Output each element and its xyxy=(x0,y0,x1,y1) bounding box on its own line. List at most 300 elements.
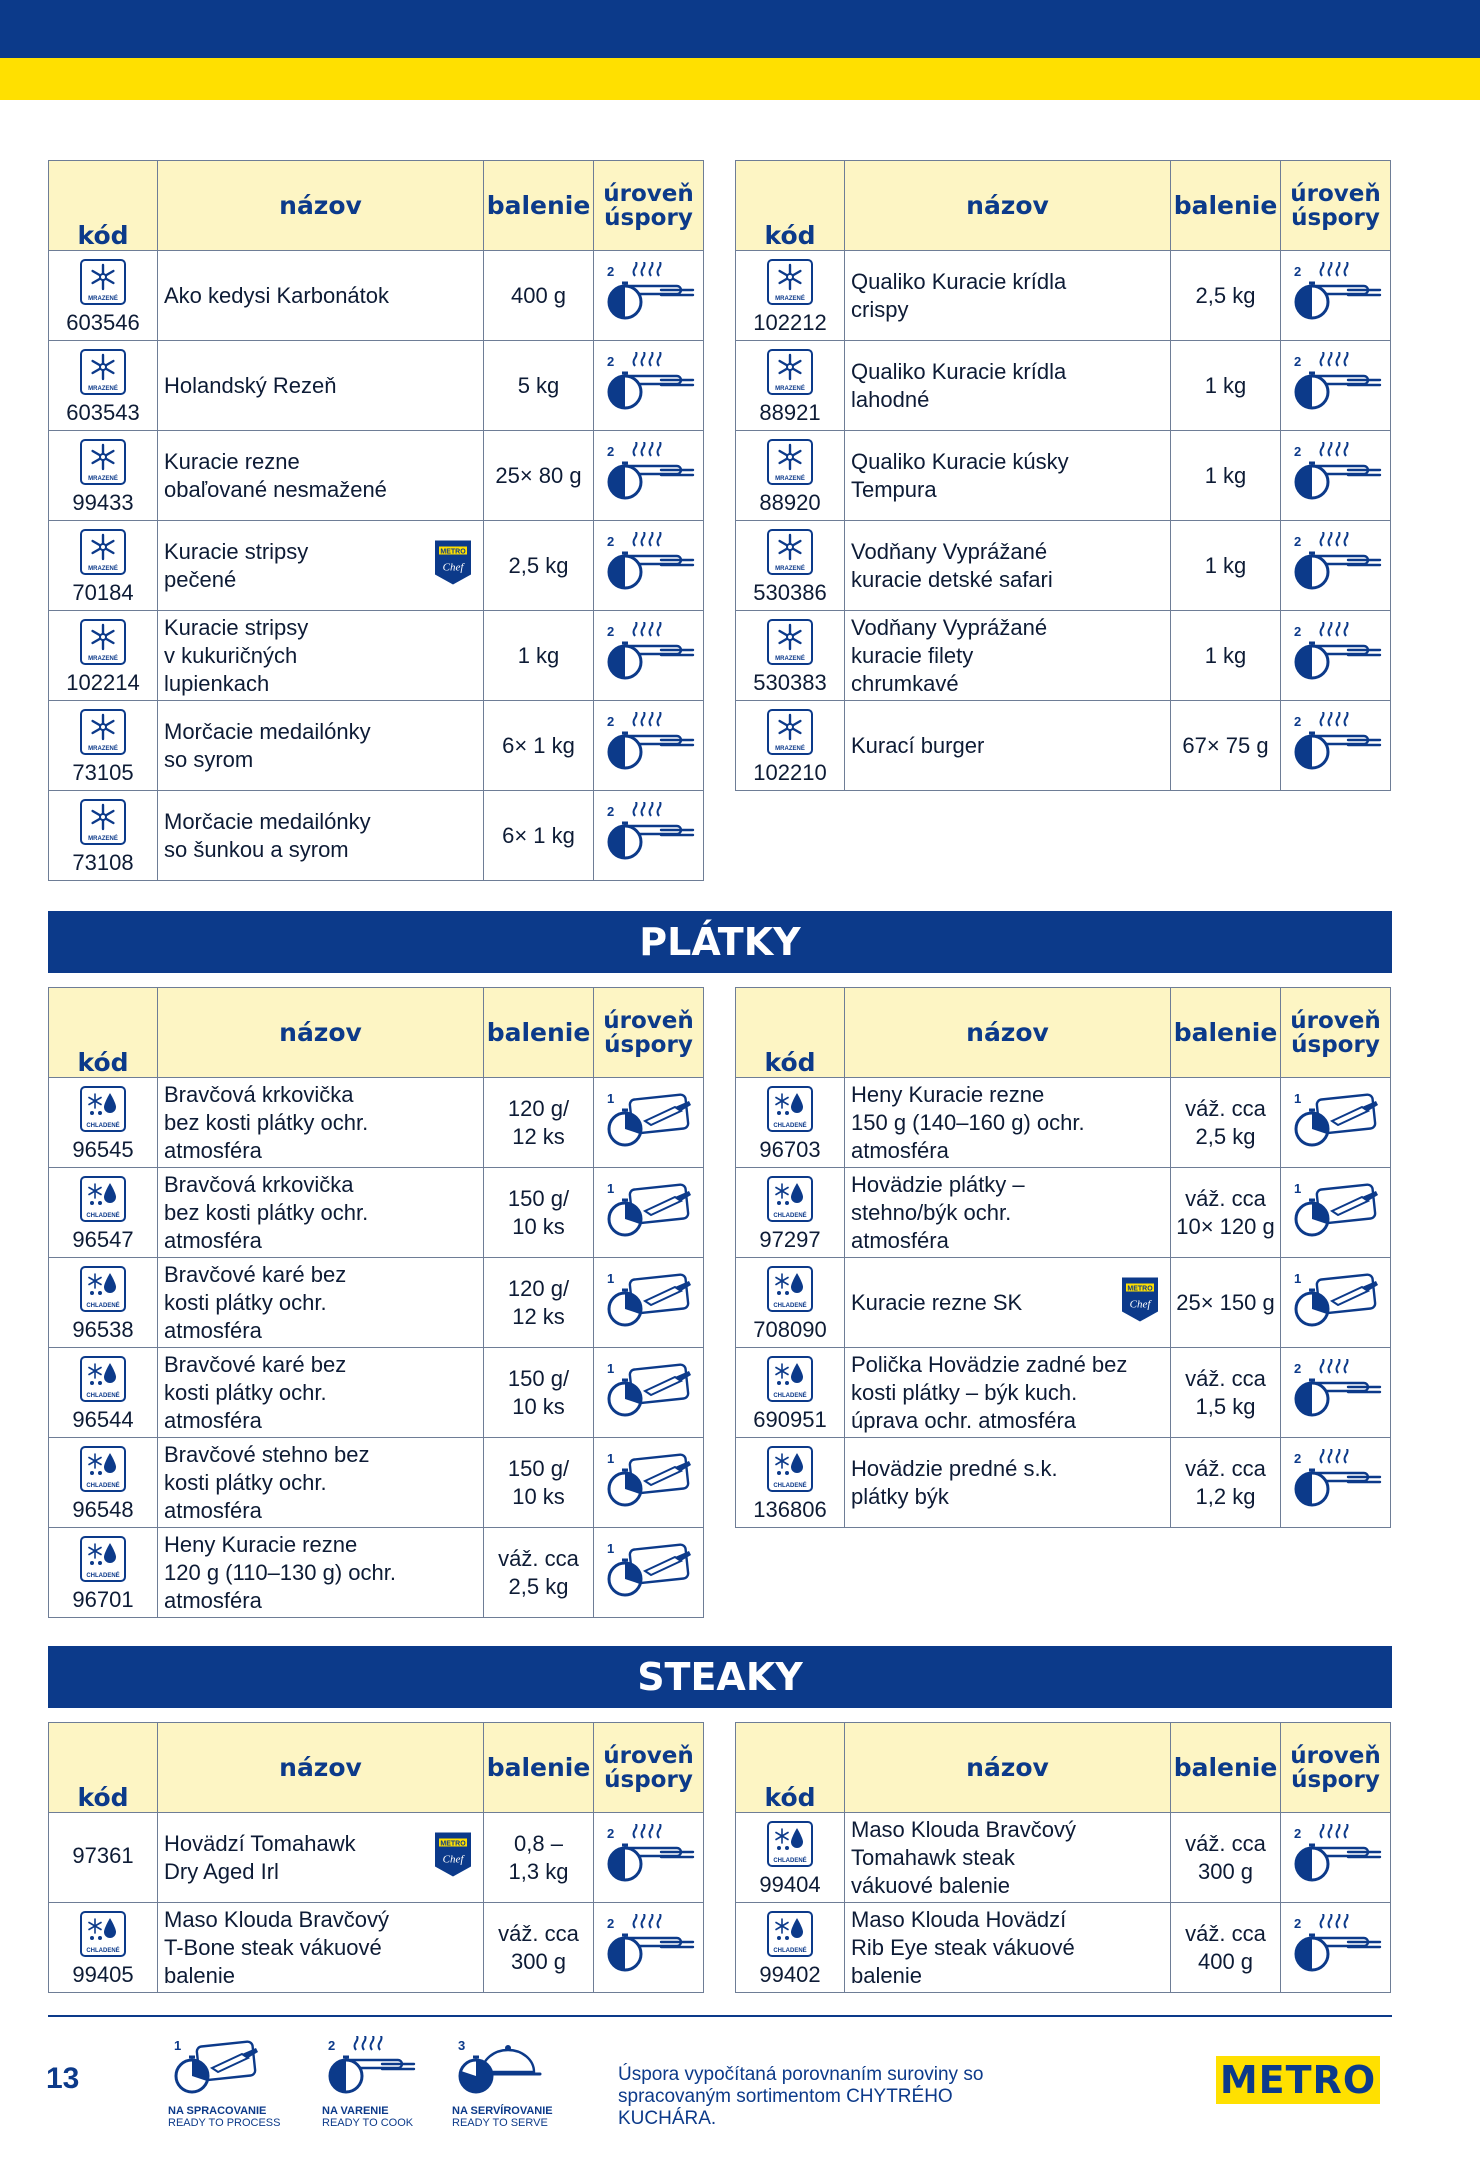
svg-text:CHLADENÉ: CHLADENÉ xyxy=(86,1303,120,1309)
product-pack: 6× 1 kg xyxy=(484,701,594,791)
product-code-cell xyxy=(49,791,158,881)
product-pack: 400 g xyxy=(484,251,594,341)
header-code: kód xyxy=(736,1723,845,1813)
savings-level-cell xyxy=(594,1168,704,1258)
table-row xyxy=(49,1903,704,1993)
products-table-4 xyxy=(735,987,1391,1528)
product-code: 96545 xyxy=(72,1137,134,1162)
legend-sublabel: READY TO SERVE xyxy=(452,2117,548,2129)
header-name: názov xyxy=(845,161,1171,251)
svg-text:MRAZENÉ: MRAZENÉ xyxy=(775,566,805,572)
savings-level-cell xyxy=(594,1903,704,1993)
table-row xyxy=(736,1168,1391,1258)
legend-cook-icon xyxy=(322,2038,418,2102)
svg-text:2: 2 xyxy=(1293,534,1301,549)
ready-to-process-icon xyxy=(601,1361,697,1425)
product-name: Hovädzie plátky – stehno/býk ochr. atmosféra xyxy=(851,1171,1025,1253)
product-name-cell xyxy=(845,521,1171,611)
product-name-cell xyxy=(845,701,1171,791)
product-pack: 120 g/ 12 ks xyxy=(484,1078,594,1168)
product-code: 88920 xyxy=(759,490,821,515)
product-code-cell xyxy=(49,521,158,611)
table-row xyxy=(49,701,704,791)
product-pack: 120 g/ 12 ks xyxy=(484,1258,594,1348)
product-pack: váž. cca 2,5 kg xyxy=(1171,1078,1281,1168)
product-name-cell xyxy=(158,431,484,521)
product-pack: 25× 80 g xyxy=(484,431,594,521)
product-code-cell xyxy=(736,1078,845,1168)
product-pack: 1 kg xyxy=(1171,611,1281,701)
svg-text:MRAZENÉ: MRAZENÉ xyxy=(88,296,118,302)
table-row xyxy=(49,1078,704,1168)
savings-level-cell xyxy=(1281,251,1391,341)
frozen-icon xyxy=(49,619,157,670)
svg-text:2: 2 xyxy=(606,1916,614,1931)
product-name: Qualiko Kuracie kúsky Tempura xyxy=(851,448,1069,502)
product-pack: váž. cca 400 g xyxy=(1171,1903,1281,1993)
product-pack: váž. cca 1,2 kg xyxy=(1171,1438,1281,1528)
product-pack: 2,5 kg xyxy=(1171,251,1281,341)
product-pack: 6× 1 kg xyxy=(484,791,594,881)
product-pack: 1 kg xyxy=(484,611,594,701)
product-pack: 67× 75 g xyxy=(1171,701,1281,791)
savings-level-cell xyxy=(1281,1813,1391,1903)
header-pack: balenie xyxy=(484,988,594,1078)
svg-text:Chef: Chef xyxy=(442,561,464,573)
product-name-cell xyxy=(845,1438,1171,1528)
table-row xyxy=(49,521,704,611)
product-code: 96703 xyxy=(759,1137,821,1162)
frozen-icon xyxy=(736,619,844,670)
product-code: 73108 xyxy=(72,850,134,875)
product-name: Bravčová krkovička bez kosti plátky ochr. atmosféra xyxy=(164,1081,369,1163)
header-code: kód xyxy=(49,161,158,251)
product-name: Kurací burger xyxy=(851,732,985,758)
svg-text:CHLADENÉ: CHLADENÉ xyxy=(86,1948,120,1954)
svg-text:2: 2 xyxy=(1293,444,1301,459)
legend-serve-icon xyxy=(452,2038,548,2102)
chilled-icon xyxy=(736,1266,844,1317)
product-name-cell xyxy=(158,1813,484,1903)
legend-process-icon xyxy=(168,2038,264,2102)
product-name: Polička Hovädzie zadné bez kosti plátky – býk kuch. úprava ochr. atmosféra xyxy=(851,1351,1128,1433)
savings-level-cell xyxy=(1281,1078,1391,1168)
product-code-cell xyxy=(49,1528,158,1618)
product-name: Kuracie rezne SK xyxy=(851,1289,1023,1315)
product-name: Heny Kuracie rezne 150 g (140–160 g) ochr. atmosféra xyxy=(851,1081,1085,1163)
product-name-cell xyxy=(845,1258,1171,1348)
footer-divider xyxy=(48,2015,1392,2017)
svg-text:2: 2 xyxy=(606,804,614,819)
svg-text:MRAZENÉ: MRAZENÉ xyxy=(775,296,805,302)
product-code-cell xyxy=(736,251,845,341)
product-name-cell xyxy=(158,1903,484,1993)
table-row xyxy=(49,1813,704,1903)
products-table-6 xyxy=(735,1722,1391,1993)
product-name: Vodňany Vyprážané kuracie detské safari xyxy=(851,538,1053,592)
table-row xyxy=(49,1528,704,1618)
product-name: Heny Kuracie rezne 120 g (110–130 g) ochr. atmosféra xyxy=(164,1531,396,1613)
frozen-icon xyxy=(49,439,157,490)
table-row xyxy=(49,431,704,521)
product-code: 690951 xyxy=(753,1407,827,1432)
product-name-cell xyxy=(158,1258,484,1348)
table-row xyxy=(736,611,1391,701)
svg-text:1: 1 xyxy=(606,1181,614,1196)
product-code-cell xyxy=(49,1903,158,1993)
table-row xyxy=(736,1438,1391,1528)
product-code: 96538 xyxy=(72,1317,134,1342)
products-table-1 xyxy=(48,160,704,881)
product-code: 99402 xyxy=(759,1962,821,1987)
chilled-icon xyxy=(736,1911,844,1962)
legend-ready-to-cook xyxy=(322,2036,418,2129)
header-pack: balenie xyxy=(1171,1723,1281,1813)
savings-level-cell xyxy=(594,611,704,701)
product-name-cell xyxy=(158,1348,484,1438)
table-row xyxy=(736,251,1391,341)
svg-text:2: 2 xyxy=(606,624,614,639)
product-code-cell xyxy=(49,701,158,791)
product-pack: 1 kg xyxy=(1171,431,1281,521)
svg-text:MRAZENÉ: MRAZENÉ xyxy=(88,566,118,572)
table-row xyxy=(736,1078,1391,1168)
product-name: Bravčové stehno bez kosti plátky ochr. atmosféra xyxy=(164,1441,370,1523)
ready-to-cook-icon xyxy=(601,444,697,508)
svg-text:CHLADENÉ: CHLADENÉ xyxy=(86,1483,120,1489)
svg-text:MRAZENÉ: MRAZENÉ xyxy=(88,386,118,392)
top-yellow-band xyxy=(0,58,1480,100)
product-name-cell xyxy=(845,341,1171,431)
legend-ready-to-process xyxy=(168,2036,280,2129)
product-code-cell xyxy=(49,251,158,341)
product-name: Vodňany Vyprážané kuracie filety chrumkavé xyxy=(851,614,1048,696)
table-row xyxy=(736,701,1391,791)
product-code: 530386 xyxy=(753,580,827,605)
frozen-icon xyxy=(736,529,844,580)
svg-text:2: 2 xyxy=(606,534,614,549)
product-name: Morčacie medailónky so syrom xyxy=(164,718,371,772)
header-name: názov xyxy=(845,988,1171,1078)
product-name-cell xyxy=(845,431,1171,521)
table-row xyxy=(49,1168,704,1258)
svg-text:1: 1 xyxy=(606,1091,614,1106)
header-code: kód xyxy=(49,1723,158,1813)
product-name: Maso Klouda Hovädzí Rib Eye steak vákuové balenie xyxy=(851,1906,1075,1988)
svg-text:1: 1 xyxy=(174,2038,182,2053)
product-name: Kuracie stripsy v kukuričných lupienkach xyxy=(164,614,309,696)
product-name-cell xyxy=(158,701,484,791)
product-pack: váž. cca 300 g xyxy=(1171,1813,1281,1903)
ready-to-cook-icon xyxy=(1288,444,1384,508)
product-code-cell xyxy=(49,1813,158,1903)
product-name-cell xyxy=(158,791,484,881)
chilled-icon xyxy=(49,1176,157,1227)
svg-text:1: 1 xyxy=(606,1541,614,1556)
product-code: 88921 xyxy=(759,400,821,425)
svg-text:CHLADENÉ: CHLADENÉ xyxy=(86,1123,120,1129)
svg-text:METRO: METRO xyxy=(440,548,466,555)
svg-text:Chef: Chef xyxy=(442,1853,464,1865)
svg-text:CHLADENÉ: CHLADENÉ xyxy=(773,1393,807,1399)
header-savings-level: úroveň úspory xyxy=(594,161,704,251)
header-savings-level: úroveň úspory xyxy=(1281,161,1391,251)
product-code: 97361 xyxy=(72,1842,134,1868)
ready-to-cook-icon xyxy=(1288,1451,1384,1515)
product-name-cell xyxy=(158,611,484,701)
ready-to-cook-icon xyxy=(601,714,697,778)
product-name: Maso Klouda Bravčový Tomahawk steak vákuové balenie xyxy=(851,1816,1076,1898)
table-row xyxy=(49,251,704,341)
chilled-icon xyxy=(49,1446,157,1497)
svg-text:CHLADENÉ: CHLADENÉ xyxy=(773,1303,807,1309)
product-name: Hovädzí Tomahawk Dry Aged Irl xyxy=(164,1830,356,1884)
product-code-cell xyxy=(736,1813,845,1903)
ready-to-cook-icon xyxy=(1288,1916,1384,1980)
svg-text:2: 2 xyxy=(1293,1451,1301,1466)
ready-to-cook-icon xyxy=(601,624,697,688)
product-name-cell xyxy=(845,1903,1171,1993)
product-name: Morčacie medailónky so šunkou a syrom xyxy=(164,808,371,862)
product-pack: váž. cca 300 g xyxy=(484,1903,594,1993)
table-row xyxy=(49,1438,704,1528)
product-pack: 150 g/ 10 ks xyxy=(484,1348,594,1438)
legend-label: NA VARENIE xyxy=(322,2105,389,2117)
header-name: názov xyxy=(158,988,484,1078)
savings-level-cell xyxy=(1281,1348,1391,1438)
svg-text:1: 1 xyxy=(1293,1271,1301,1286)
savings-level-cell xyxy=(1281,701,1391,791)
savings-level-cell xyxy=(1281,521,1391,611)
product-code-cell xyxy=(736,1903,845,1993)
legend-sublabel: READY TO PROCESS xyxy=(168,2117,281,2129)
product-code: 136806 xyxy=(753,1497,827,1522)
ready-to-cook-icon xyxy=(601,1826,697,1890)
products-table-5 xyxy=(48,1722,704,1993)
metro-chef-badge xyxy=(433,1830,473,1885)
svg-text:CHLADENÉ: CHLADENÉ xyxy=(86,1573,120,1579)
svg-text:2: 2 xyxy=(1293,624,1301,639)
product-code: 70184 xyxy=(72,580,134,605)
table-row xyxy=(736,521,1391,611)
product-pack: váž. cca 1,5 kg xyxy=(1171,1348,1281,1438)
frozen-icon xyxy=(736,439,844,490)
savings-level-cell xyxy=(594,1258,704,1348)
savings-level-cell xyxy=(594,1813,704,1903)
header-code: kód xyxy=(49,988,158,1078)
chilled-icon xyxy=(49,1086,157,1137)
product-code-cell xyxy=(736,1438,845,1528)
table-row xyxy=(49,611,704,701)
table-row xyxy=(736,1813,1391,1903)
product-pack: 1 kg xyxy=(1171,521,1281,611)
ready-to-cook-icon xyxy=(1288,354,1384,418)
product-name-cell xyxy=(158,341,484,431)
products-table-2 xyxy=(735,160,1391,791)
header-savings-level: úroveň úspory xyxy=(594,1723,704,1813)
product-code: 99405 xyxy=(72,1962,134,1987)
table-row xyxy=(736,341,1391,431)
product-code-cell xyxy=(49,1348,158,1438)
product-code: 603546 xyxy=(66,310,140,335)
product-code: 96544 xyxy=(72,1407,134,1432)
svg-text:2: 2 xyxy=(1293,1826,1301,1841)
svg-text:CHLADENÉ: CHLADENÉ xyxy=(773,1483,807,1489)
table-row xyxy=(736,1258,1391,1348)
ready-to-cook-icon xyxy=(601,534,697,598)
metro-chef-badge xyxy=(433,538,473,593)
product-code-cell xyxy=(49,1438,158,1528)
ready-to-cook-icon xyxy=(1288,1361,1384,1425)
product-name-cell xyxy=(845,1348,1171,1438)
ready-to-cook-icon xyxy=(1288,264,1384,328)
svg-text:MRAZENÉ: MRAZENÉ xyxy=(88,476,118,482)
header-pack: balenie xyxy=(484,1723,594,1813)
ready-to-process-icon xyxy=(1288,1271,1384,1335)
metro-logo: METRO xyxy=(1216,2056,1380,2104)
svg-text:1: 1 xyxy=(1293,1091,1301,1106)
ready-to-process-icon xyxy=(1288,1181,1384,1245)
ready-to-process-icon xyxy=(601,1451,697,1515)
svg-text:2: 2 xyxy=(328,2038,336,2053)
svg-text:MRAZENÉ: MRAZENÉ xyxy=(88,836,118,842)
frozen-icon xyxy=(49,799,157,850)
frozen-icon xyxy=(49,349,157,400)
chilled-icon xyxy=(736,1821,844,1872)
savings-level-cell xyxy=(594,791,704,881)
section-banner-steaky: STEAKY xyxy=(48,1646,1392,1708)
frozen-icon xyxy=(736,259,844,310)
product-code-cell xyxy=(49,1168,158,1258)
product-code: 97297 xyxy=(759,1227,821,1252)
chilled-icon xyxy=(736,1176,844,1227)
product-code-cell xyxy=(49,431,158,521)
metro-chef-badge xyxy=(1120,1275,1160,1330)
product-name: Bravčové karé bez kosti plátky ochr. atmosféra xyxy=(164,1351,347,1433)
frozen-icon xyxy=(49,529,157,580)
product-name: Hovädzie predné s.k. plátky býk xyxy=(851,1455,1058,1509)
svg-text:1: 1 xyxy=(606,1361,614,1376)
product-name: Bravčová krkovička bez kosti plátky ochr. atmosféra xyxy=(164,1171,369,1253)
header-code: kód xyxy=(736,988,845,1078)
product-name-cell xyxy=(158,1168,484,1258)
product-code-cell xyxy=(49,1078,158,1168)
savings-level-cell xyxy=(594,341,704,431)
svg-text:2: 2 xyxy=(1293,714,1301,729)
header-pack: balenie xyxy=(1171,988,1281,1078)
product-code: 96548 xyxy=(72,1497,134,1522)
legend-label: NA SPRACOVANIE xyxy=(168,2105,267,2117)
product-pack: váž. cca 2,5 kg xyxy=(484,1528,594,1618)
product-name-cell xyxy=(845,611,1171,701)
table-row xyxy=(736,1348,1391,1438)
top-blue-band xyxy=(0,0,1480,58)
svg-text:MRAZENÉ: MRAZENÉ xyxy=(775,476,805,482)
frozen-icon xyxy=(49,709,157,760)
chilled-icon xyxy=(49,1266,157,1317)
header-code: kód xyxy=(736,161,845,251)
table-row xyxy=(49,1258,704,1348)
savings-level-cell xyxy=(594,251,704,341)
svg-text:2: 2 xyxy=(1293,1361,1301,1376)
savings-level-cell xyxy=(594,701,704,791)
chilled-icon xyxy=(736,1446,844,1497)
frozen-icon xyxy=(49,259,157,310)
svg-text:1: 1 xyxy=(606,1271,614,1286)
header-name: názov xyxy=(158,161,484,251)
savings-level-cell xyxy=(594,431,704,521)
product-name-cell xyxy=(158,1438,484,1528)
svg-text:MRAZENÉ: MRAZENÉ xyxy=(775,656,805,662)
savings-level-cell xyxy=(594,1348,704,1438)
product-code-cell xyxy=(736,521,845,611)
savings-level-cell xyxy=(1281,1438,1391,1528)
product-code: 73105 xyxy=(72,760,134,785)
savings-level-cell xyxy=(1281,341,1391,431)
savings-level-cell xyxy=(1281,1168,1391,1258)
product-code-cell xyxy=(736,1258,845,1348)
table-row xyxy=(736,1903,1391,1993)
svg-text:CHLADENÉ: CHLADENÉ xyxy=(773,1948,807,1954)
svg-text:CHLADENÉ: CHLADENÉ xyxy=(773,1123,807,1129)
product-code: 96547 xyxy=(72,1227,134,1252)
product-pack: 5 kg xyxy=(484,341,594,431)
product-code-cell xyxy=(736,431,845,521)
ready-to-process-icon xyxy=(601,1181,697,1245)
product-name-cell xyxy=(158,251,484,341)
product-code-cell xyxy=(736,1168,845,1258)
section-banner-platky: PLÁTKY xyxy=(48,911,1392,973)
header-name: názov xyxy=(158,1723,484,1813)
savings-level-cell xyxy=(1281,431,1391,521)
product-pack: 150 g/ 10 ks xyxy=(484,1168,594,1258)
ready-to-cook-icon xyxy=(1288,714,1384,778)
svg-text:METRO: METRO xyxy=(1127,1285,1153,1292)
ready-to-cook-icon xyxy=(1288,534,1384,598)
product-pack: 25× 150 g xyxy=(1171,1258,1281,1348)
product-code: 603543 xyxy=(66,400,140,425)
product-name: Kuracie stripsy pečené xyxy=(164,538,309,592)
header-pack: balenie xyxy=(484,161,594,251)
product-pack: 1 kg xyxy=(1171,341,1281,431)
product-name: Kuracie rezne obaľované nesmažené xyxy=(164,448,387,502)
svg-text:MRAZENÉ: MRAZENÉ xyxy=(775,386,805,392)
svg-text:MRAZENÉ: MRAZENÉ xyxy=(775,746,805,752)
chilled-icon xyxy=(49,1911,157,1962)
ready-to-process-icon xyxy=(1288,1091,1384,1155)
svg-text:2: 2 xyxy=(1293,264,1301,279)
frozen-icon xyxy=(736,709,844,760)
ready-to-cook-icon xyxy=(601,1916,697,1980)
table-row xyxy=(49,1348,704,1438)
product-code-cell xyxy=(49,1258,158,1348)
svg-text:Chef: Chef xyxy=(1129,1298,1151,1310)
product-pack: 2,5 kg xyxy=(484,521,594,611)
product-code: 102210 xyxy=(753,760,827,785)
svg-text:CHLADENÉ: CHLADENÉ xyxy=(773,1213,807,1219)
svg-text:2: 2 xyxy=(606,354,614,369)
svg-text:1: 1 xyxy=(1293,1181,1301,1196)
savings-level-cell xyxy=(594,1528,704,1618)
frozen-icon xyxy=(736,349,844,400)
svg-text:CHLADENÉ: CHLADENÉ xyxy=(86,1213,120,1219)
savings-level-cell xyxy=(1281,1258,1391,1348)
product-name: Qualiko Kuracie krídla crispy xyxy=(851,268,1067,322)
product-code-cell xyxy=(49,341,158,431)
svg-text:CHLADENÉ: CHLADENÉ xyxy=(773,1858,807,1864)
svg-text:CHLADENÉ: CHLADENÉ xyxy=(86,1393,120,1399)
product-name-cell xyxy=(845,1078,1171,1168)
